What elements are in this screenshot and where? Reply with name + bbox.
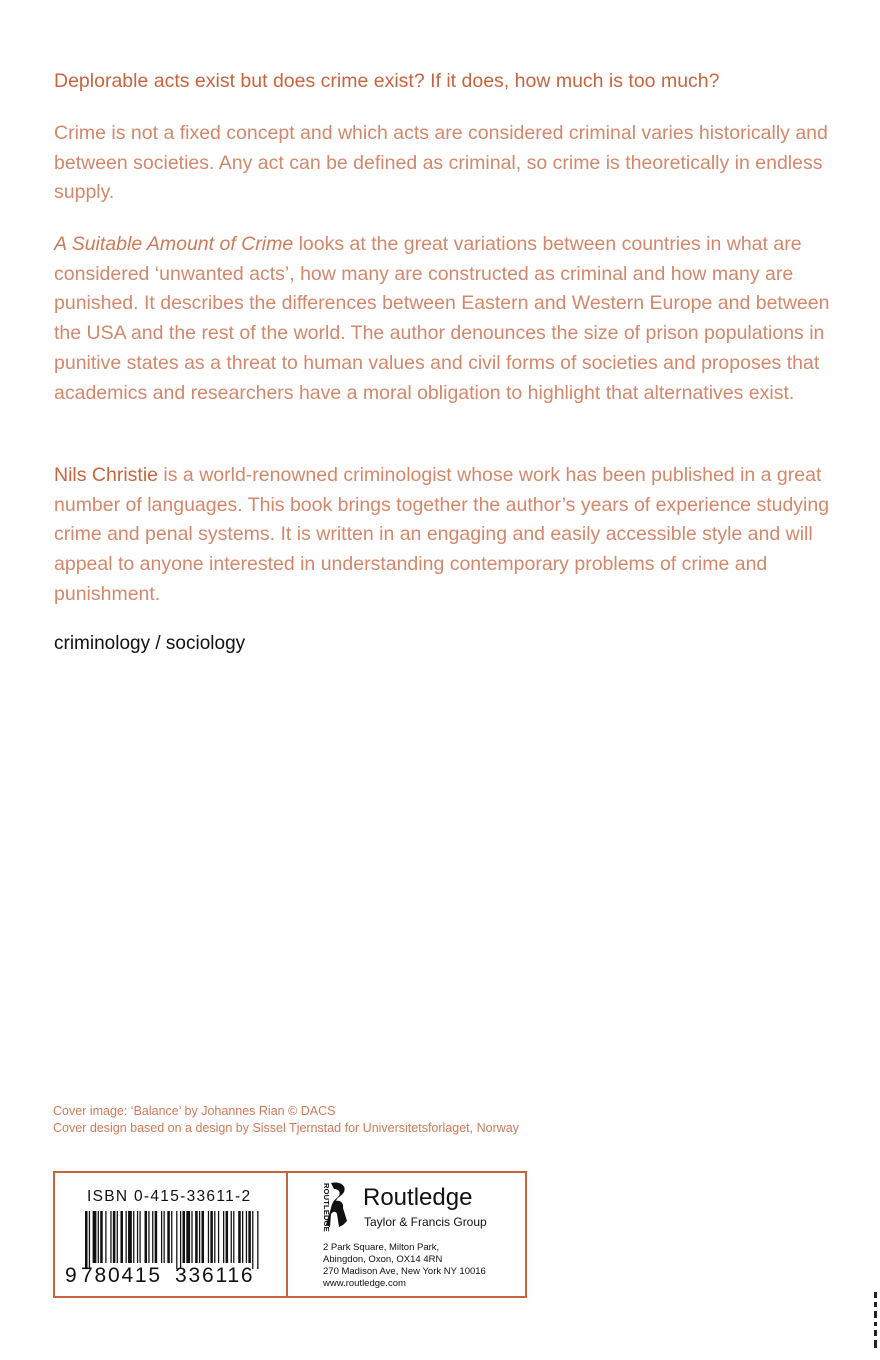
tagline: Deplorable acts exist but does crime exist? If it does, how much is too much?: [54, 70, 720, 92]
author-bio: [54, 461, 834, 610]
edge-trim-marks: [874, 1292, 877, 1352]
routledge-logo-wordmark: ROUTLEDGE: [322, 1183, 331, 1232]
cover-credits: [53, 1103, 519, 1136]
subject-category: criminology / sociology: [54, 633, 246, 654]
barcode-bar: [89, 1211, 90, 1269]
barcode-bar: [231, 1211, 232, 1263]
barcode-bar: [155, 1211, 158, 1263]
address-line-3: 270 Madison Ave, New York NY 10016: [323, 1266, 486, 1277]
barcode-bar: [246, 1211, 247, 1263]
blurb-paragraph-1: Crime is not a fixed concept and which acts are considered criminal varies historically and between societies. Any act can be defined as criminal, so crime is theoretically in endless supply.: [54, 122, 828, 204]
box-divider: [286, 1173, 288, 1296]
barcode-bar: [252, 1211, 253, 1269]
author-bio-text: is a world-renowned criminologist whose work has been published in a great number of languages. This book brings together the author’s years of experience studying crime and penal systems. It is written in an engaging and easily accessible style and will appeal to anyone interested in understanding contemporary problems of crime and punishment.: [54, 464, 830, 605]
barcode-bar: [164, 1211, 165, 1263]
barcode-bar: [176, 1211, 177, 1269]
barcode-bar: [120, 1211, 123, 1263]
barcode-bar: [180, 1211, 181, 1269]
author-name: Nils Christie: [54, 464, 159, 486]
barcode-bar: [133, 1211, 134, 1263]
routledge-logo-icon: [317, 1181, 361, 1233]
barcode-bar: [148, 1211, 149, 1263]
barcode-bar: [93, 1211, 97, 1263]
barcode-bar: [233, 1211, 234, 1263]
barcode-bar: [85, 1211, 88, 1269]
barcode-bar: [139, 1211, 140, 1263]
barcode-bar: [242, 1211, 243, 1263]
publisher-name: Routledge: [363, 1184, 473, 1211]
address-line-1: 2 Park Square, Milton Park,: [323, 1242, 440, 1253]
barcode-bar: [105, 1211, 106, 1263]
barcode-bar: [110, 1211, 111, 1263]
barcode-bar: [199, 1211, 200, 1263]
barcode-publisher-box: [53, 1171, 527, 1298]
book-title: A Suitable Amount of Crime: [54, 233, 294, 255]
blurb-paragraph-2: [54, 230, 834, 408]
barcode-bar: [113, 1211, 116, 1263]
barcode-bar: [214, 1211, 215, 1263]
barcode-bar: [152, 1211, 153, 1263]
barcode-bar: [98, 1211, 99, 1263]
blurb-paragraph-2-text: looks at the great variations between countries in what are considered ‘unwanted acts’, how many are constructed as criminal and how many are punished. It describes the differences between Eastern and Western Europe and between the USA and the rest of the world. The author denounces the size of prison populations in punitive states as a threat to human values and civil forms of societies and proposes that academics and researchers have a moral obligation to highlight that alternatives exist.: [54, 233, 830, 404]
address-line-2: Abingdon, Oxon, OX14 4RN: [323, 1254, 443, 1265]
cover-image-credit: Cover image: ‘Balance’ by Johannes Rian © DACS: [53, 1104, 336, 1118]
isbn-label: ISBN 0-415-33611-2: [87, 1188, 252, 1205]
barcode-bar: [210, 1211, 213, 1263]
publisher-website: www.routledge.com: [323, 1278, 406, 1289]
barcode-bar: [128, 1211, 132, 1263]
barcode-bar: [137, 1211, 138, 1263]
barcode-bar: [218, 1211, 219, 1263]
cover-design-credit: Cover design based on a design by Sissel Tjernstad for Universitetsforlaget, Norway: [53, 1120, 519, 1135]
barcode-bar: [167, 1211, 170, 1263]
publisher-group: Taylor & Francis Group: [364, 1215, 487, 1229]
barcode-bar: [238, 1211, 241, 1263]
barcode-bar: [201, 1211, 204, 1263]
barcode-bar: [208, 1211, 209, 1263]
barcode-bar: [145, 1211, 148, 1263]
ean-group-left: 780415: [81, 1264, 162, 1287]
ean-number: [65, 1264, 263, 1288]
barcode-bar: [126, 1211, 127, 1263]
publisher-address: [323, 1242, 486, 1290]
barcode-bar: [257, 1211, 258, 1269]
barcode-bar: [195, 1211, 198, 1263]
barcode-bar: [223, 1211, 224, 1263]
ean-group-right: 336116: [175, 1264, 255, 1287]
barcode-bar: [248, 1211, 251, 1263]
barcode-bar: [117, 1211, 118, 1263]
barcode-bar: [161, 1211, 162, 1263]
ean-first-digit: 9: [65, 1264, 78, 1287]
barcode-bar: [226, 1211, 229, 1263]
barcode-bar: [171, 1211, 172, 1263]
barcode-icon: [85, 1211, 261, 1269]
barcode-bar: [191, 1211, 192, 1263]
barcode-bar: [183, 1211, 186, 1263]
barcode-bar: [100, 1211, 103, 1263]
barcode-bar: [186, 1211, 190, 1263]
